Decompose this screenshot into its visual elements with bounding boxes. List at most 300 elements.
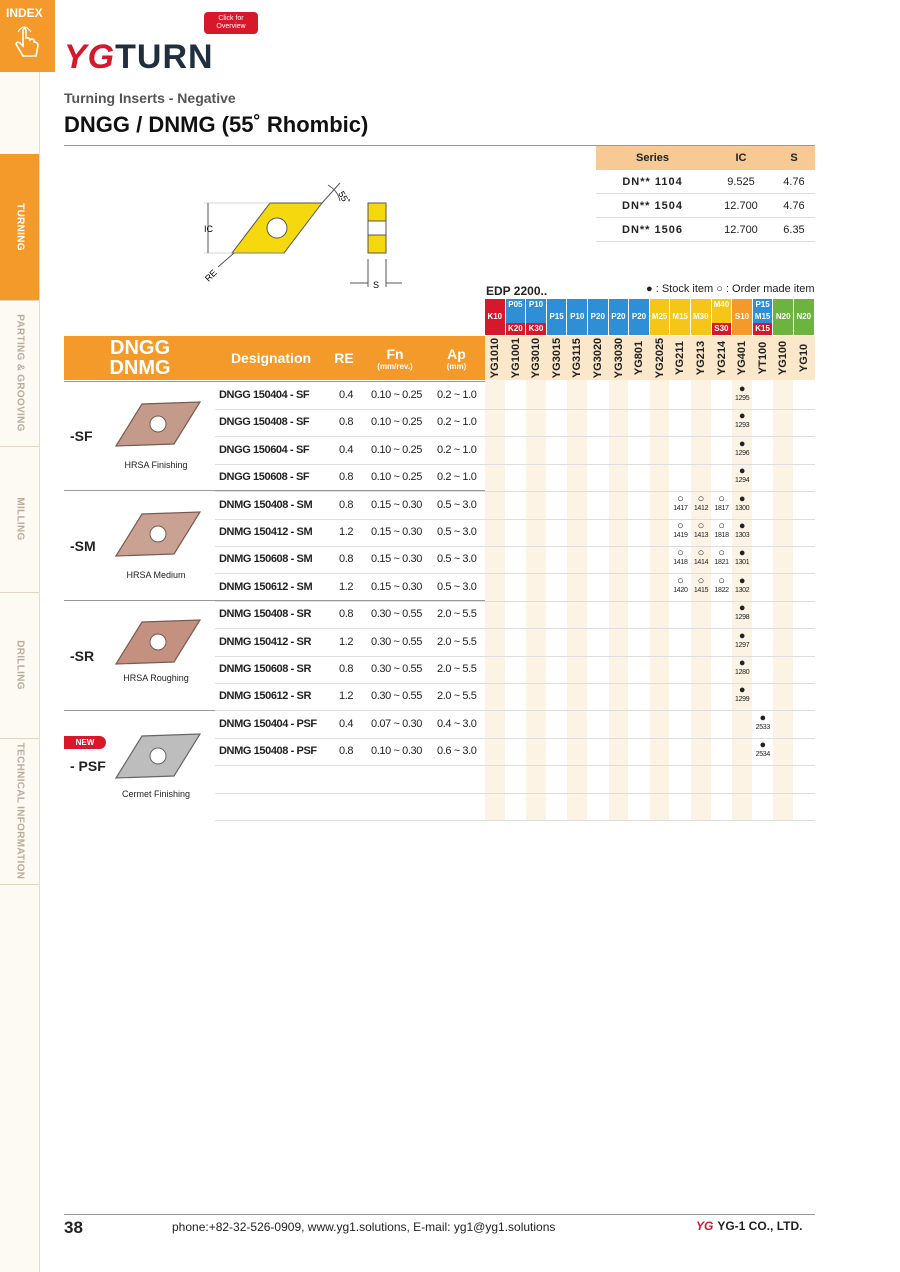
iso-grade-cell: P15 — [753, 299, 773, 311]
ic-cell: 12.700 — [709, 218, 773, 242]
fn-cell: 0.15 ~ 0.30 — [371, 553, 422, 566]
iso-grade-cell — [712, 311, 732, 323]
stock-item-mark — [732, 631, 752, 650]
ap-cell: 0.6 ~ 3.0 — [437, 745, 477, 758]
index-button[interactable] — [0, 0, 55, 72]
mark-symbol: ○ — [697, 547, 705, 560]
iso-grade-cell: P20 — [609, 311, 629, 323]
iso-grade-cell: P20 — [588, 311, 608, 323]
tab-milling[interactable] — [0, 446, 39, 593]
designation-cell: DNMG 150408 - SM — [219, 498, 313, 511]
fn-cell: 0.10 ~ 0.25 — [371, 416, 422, 429]
mark-symbol: ● — [738, 465, 746, 478]
page-title: DNGG / DNMG (55˚ Rhombic) — [64, 112, 369, 137]
order-item-mark — [712, 548, 732, 567]
iso-grade-cell: S30 — [712, 323, 732, 335]
order-item-mark — [712, 521, 732, 540]
ap-cell: 0.5 ~ 3.0 — [437, 526, 477, 538]
tab-drilling[interactable] — [0, 592, 39, 739]
edp-number: 2533 — [755, 723, 770, 731]
mark-symbol: ● — [738, 602, 746, 615]
ap-cell: 0.2 ~ 1.0 — [437, 443, 477, 456]
group-label-sf: HRSA Finishing — [124, 460, 188, 470]
mark-symbol: ● — [738, 492, 746, 505]
table-row — [596, 194, 815, 218]
tab-milling-label: MILLING — [14, 497, 25, 541]
designation-header: Designation — [230, 350, 312, 366]
iso-grade-cell — [794, 323, 814, 335]
edp-number: 1297 — [735, 641, 750, 649]
overview-button[interactable] — [204, 12, 258, 34]
grade-name — [547, 336, 567, 380]
fn-cell: 0.10 ~ 0.25 — [371, 389, 422, 401]
series-header: Series — [596, 146, 709, 170]
iso-grade-cell — [547, 323, 567, 335]
grade-name-label: YT100 — [756, 341, 769, 375]
designation-cell: DNMG 150608 - SM — [219, 553, 313, 566]
re-cell: 0.8 — [339, 608, 354, 621]
order-item-mark — [691, 548, 711, 567]
mark-symbol: ○ — [718, 520, 725, 532]
mark-symbol: ● — [759, 739, 767, 752]
order-item-mark — [691, 521, 711, 540]
ap-cell: 0.5 ~ 3.0 — [437, 498, 477, 511]
table-row[interactable] — [215, 656, 815, 684]
edp-number: 1418 — [673, 559, 688, 567]
edp-number: 1293 — [735, 422, 750, 430]
designation-cell: DNMG 150612 - SR — [219, 690, 312, 703]
designation-cell: DNMG 150612 - SM — [219, 580, 313, 593]
iso-grade-cell — [629, 323, 649, 335]
footer-divider — [64, 1214, 815, 1215]
s-header: S — [773, 146, 815, 170]
stock-item-mark — [732, 521, 752, 540]
edp-number: 1413 — [693, 532, 709, 539]
table-row[interactable] — [215, 601, 815, 629]
table-row[interactable] — [215, 464, 815, 492]
ic-label: IC — [204, 224, 213, 234]
tab-turning-label: TURNING — [14, 203, 25, 251]
grade-name-label: YG214 — [715, 340, 728, 376]
logo-turn: TURN — [115, 38, 214, 76]
iso-grade-cell: P15 — [547, 311, 567, 323]
s-cell: 4.76 — [773, 194, 815, 218]
click-label-1: Click for — [218, 15, 244, 22]
click-label-2: Overview — [216, 23, 246, 30]
ap-cell: 0.5 ~ 3.0 — [437, 553, 477, 566]
re-cell: 0.4 — [339, 389, 354, 401]
group-code-sr: -SR — [70, 648, 95, 664]
edp-number: 1299 — [735, 696, 750, 704]
ap-cell: 0.2 ~ 1.0 — [437, 389, 477, 401]
table-row[interactable] — [215, 683, 815, 711]
stock-item-mark — [753, 740, 773, 759]
sf-insert-image — [112, 398, 204, 450]
ic-cell: 9.525 — [709, 170, 773, 194]
iso-grade-cell — [547, 299, 567, 311]
mark-symbol: ● — [738, 383, 746, 395]
iso-grade-cell — [650, 323, 670, 335]
mark-symbol: ● — [759, 711, 767, 724]
order-item-mark — [712, 576, 732, 595]
table-row[interactable] — [215, 766, 815, 794]
tab-parting-grooving[interactable] — [0, 300, 39, 447]
ap-cell: 2.0 ~ 5.5 — [437, 608, 477, 621]
iso-grade-cell — [506, 311, 526, 323]
mark-symbol: ○ — [677, 520, 684, 532]
grade-name — [485, 336, 505, 380]
grade-name — [609, 336, 629, 380]
ap-unit: (mm) — [446, 361, 467, 371]
iso-grade-cell — [567, 299, 587, 311]
iso-grade-cell: N20 — [794, 311, 814, 323]
grade-name — [629, 336, 649, 380]
grade-name-label: YG3115 — [571, 338, 584, 378]
fn-cell: 0.30 ~ 0.55 — [371, 663, 422, 675]
fn-cell: 0.15 ~ 0.30 — [371, 580, 422, 593]
iso-grade-cell — [609, 323, 629, 335]
re-cell: 0.4 — [339, 443, 354, 456]
edp-number: 1294 — [735, 477, 750, 485]
re-cell: 0.8 — [339, 663, 354, 675]
re-label: RE — [202, 267, 219, 284]
grade-name-label: YG3020 — [592, 337, 604, 379]
grade-name-label: YG213 — [695, 340, 707, 376]
designation-cell: DNGG 150604 - SF — [219, 443, 310, 456]
psf-insert-image — [112, 730, 204, 782]
iso-grade-cell: K15 — [753, 323, 773, 335]
tab-drilling-label: DRILLING — [14, 640, 25, 690]
tab-turning[interactable] — [0, 154, 39, 301]
index-label: INDEX — [6, 6, 43, 20]
stock-item-mark — [732, 603, 752, 622]
edp-number: 1817 — [714, 504, 729, 512]
type-dnmg: DNMG — [109, 357, 171, 379]
legend — [646, 283, 815, 295]
iso-grade-cell: P10 — [567, 311, 587, 323]
page-subtitle: Turning Inserts - Negative — [64, 90, 236, 106]
stock-item-mark — [732, 439, 752, 458]
grade-name-label: YG3010 — [530, 337, 543, 379]
re-cell: 0.8 — [339, 471, 354, 484]
stock-item-mark — [753, 713, 773, 732]
tab-parting-label: PARTING & GROOVING — [14, 314, 25, 432]
ap-cell: 2.0 ~ 5.5 — [437, 635, 477, 648]
grade-name-label: YG10 — [798, 343, 810, 373]
mark-symbol: ● — [738, 410, 746, 423]
mark-symbol: ● — [738, 437, 746, 450]
fn-cell: 0.15 ~ 0.30 — [371, 526, 422, 538]
iso-grade-cell — [773, 323, 793, 335]
grade-name — [526, 336, 546, 380]
stock-item-mark — [732, 685, 752, 704]
iso-grade-cell — [691, 299, 711, 311]
mark-symbol: ● — [738, 629, 746, 642]
hand-pointer-icon — [12, 24, 42, 64]
mark-symbol: ○ — [697, 520, 705, 532]
iso-grade-cell: S10 — [732, 311, 752, 323]
fn-cell: 0.10 ~ 0.25 — [371, 471, 422, 484]
ap-label: Ap — [447, 345, 466, 362]
yg-turn-logo — [64, 38, 214, 77]
designation-cell: DNMG 150412 - SM — [219, 526, 313, 538]
order-item-mark — [670, 548, 690, 567]
re-cell: 0.8 — [339, 553, 354, 566]
re-cell: 1.2 — [339, 690, 354, 703]
edp-number: 1420 — [673, 586, 688, 594]
grade-name — [567, 336, 587, 380]
fn-unit: (mm/rev.) — [377, 361, 413, 371]
mark-symbol: ○ — [718, 492, 725, 505]
fn-cell: 0.15 ~ 0.30 — [371, 498, 422, 511]
product-table-header — [64, 336, 485, 380]
fn-cell: 0.30 ~ 0.55 — [371, 635, 422, 648]
fn-cell: 0.07 ~ 0.30 — [371, 717, 422, 730]
mark-symbol: ● — [738, 684, 746, 697]
ic-cell: 12.700 — [709, 194, 773, 218]
fn-cell: 0.10 ~ 0.30 — [371, 745, 422, 758]
designation-cell: DNMG 150408 - SR — [219, 608, 312, 621]
table-row[interactable] — [215, 793, 815, 821]
edp-number: 1295 — [735, 395, 750, 402]
s-cell: 6.35 — [773, 218, 815, 242]
order-item-mark — [670, 494, 690, 513]
iso-grade-cell — [485, 299, 505, 311]
mark-symbol: ● — [738, 547, 746, 560]
ap-cell: 2.0 ~ 5.5 — [437, 690, 477, 703]
angle-label: 55˚ — [336, 189, 352, 206]
table-row[interactable] — [215, 409, 815, 437]
iso-grade-cell: K10 — [485, 311, 505, 323]
re-cell: 0.4 — [339, 717, 354, 730]
ap-cell: 0.5 ~ 3.0 — [437, 580, 477, 593]
grade-name — [506, 336, 526, 380]
sr-insert-image — [112, 616, 204, 668]
grade-name-label: YG3030 — [612, 337, 625, 379]
designation-cell: DNMG 150608 - SR — [219, 663, 312, 675]
legend-order: ○ : Order made item — [716, 283, 815, 295]
iso-grade-cell — [670, 323, 690, 335]
fn-label: Fn — [386, 345, 404, 362]
tab-technical-information[interactable] — [0, 738, 39, 885]
iso-grade-cell: K30 — [526, 323, 546, 335]
fn-header — [362, 336, 428, 380]
insert-diagram — [190, 175, 420, 295]
stock-item-mark — [732, 548, 752, 567]
grade-name — [753, 336, 773, 380]
iso-grade-cell — [670, 299, 690, 311]
iso-grade-cell — [526, 311, 546, 323]
grade-name — [691, 336, 711, 380]
re-cell: 1.2 — [339, 526, 354, 538]
type-dngg: DNGG — [110, 337, 170, 359]
edp-number: 1419 — [673, 532, 688, 539]
group-code-sm: -SM — [70, 538, 96, 554]
edp-number: 1302 — [735, 586, 750, 594]
edp-number: 1280 — [735, 669, 750, 676]
edp-number: 1414 — [693, 559, 709, 567]
order-item-mark — [670, 521, 690, 540]
grade-name — [732, 336, 752, 380]
group-label-sm: HRSA Medium — [126, 570, 186, 580]
grade-name-label: YG401 — [736, 340, 749, 376]
designation-cell: DNGG 150608 - SF — [219, 471, 310, 484]
designation-cell: DNMG 150404 - PSF — [219, 717, 317, 730]
iso-grade-cell — [629, 299, 649, 311]
mark-symbol: ● — [738, 657, 746, 669]
series-cell: DN** 1104 — [596, 170, 709, 194]
table-row[interactable] — [215, 382, 815, 410]
iso-grade-cell — [732, 299, 752, 311]
iso-grade-cell: P10 — [526, 299, 546, 311]
iso-grade-cell: K20 — [506, 323, 526, 335]
re-cell: 0.8 — [339, 498, 354, 511]
company-logo: YG — [696, 1219, 714, 1233]
iso-grade-cell — [691, 323, 711, 335]
edp-prefix: EDP 2200.. — [486, 284, 548, 298]
re-cell: 0.8 — [339, 416, 354, 429]
stock-item-mark — [732, 658, 752, 677]
iso-grade-cell: N20 — [773, 311, 793, 323]
contact-info: phone:+82-32-526-0909, www.yg1.solutions, E-mail: yg1@yg1.solutions — [172, 1220, 556, 1234]
group-code-psf: - PSF — [70, 758, 106, 774]
iso-grade-cell: P05 — [506, 299, 526, 311]
iso-grade-cell — [485, 323, 505, 335]
ic-header: IC — [709, 146, 773, 170]
mark-symbol: ○ — [677, 547, 684, 560]
edp-number: 1301 — [735, 559, 750, 567]
order-item-mark — [691, 494, 711, 513]
edp-number: 1822 — [714, 586, 729, 594]
new-badge: NEW — [64, 736, 106, 749]
tab-technical-label: TECHNICAL INFORMATION — [14, 742, 25, 880]
iso-grade-cell — [588, 323, 608, 335]
re-cell: 0.8 — [339, 745, 354, 758]
stock-item-mark — [732, 411, 752, 430]
ap-cell: 2.0 ~ 5.5 — [437, 663, 477, 675]
edp-number: 1818 — [714, 532, 729, 539]
table-row — [596, 218, 815, 242]
re-cell: 1.2 — [339, 580, 354, 593]
grade-name — [650, 336, 670, 380]
iso-grade-cell: M15 — [670, 311, 690, 323]
order-item-mark — [670, 576, 690, 595]
group-label-psf: Cermet Finishing — [121, 789, 191, 799]
series-cell: DN** 1506 — [596, 218, 709, 242]
fn-cell: 0.10 ~ 0.25 — [371, 443, 422, 456]
iso-grade-cell: M25 — [650, 311, 670, 323]
company-label: YG-1 CO., LTD. — [717, 1219, 803, 1233]
sidebar — [0, 0, 40, 1272]
grade-name — [712, 336, 732, 380]
iso-grade-cell: M15 — [753, 311, 773, 323]
order-item-mark — [691, 576, 711, 595]
mark-symbol: ● — [738, 574, 746, 587]
edp-number: 1417 — [673, 504, 688, 512]
logo-yg: YG — [64, 38, 116, 76]
re-cell: 1.2 — [339, 635, 354, 648]
order-item-mark — [712, 494, 732, 513]
iso-grade-cell: M30 — [691, 311, 711, 323]
table-row[interactable] — [215, 738, 815, 766]
iso-grade-cell — [588, 299, 608, 311]
re-header: RE — [334, 350, 354, 366]
stock-item-mark — [732, 576, 752, 595]
edp-number: 1300 — [735, 504, 750, 512]
stock-item-mark — [732, 466, 752, 485]
mark-symbol: ○ — [718, 547, 725, 560]
stock-item-mark — [732, 494, 752, 513]
mark-symbol: ● — [738, 520, 746, 532]
edp-number: 1296 — [735, 449, 750, 457]
iso-grade-cell: P20 — [629, 311, 649, 323]
grade-name — [773, 336, 793, 380]
grade-name — [670, 336, 690, 380]
mark-symbol: ○ — [677, 574, 684, 587]
designation-cell: DNMG 150412 - SR — [219, 635, 312, 648]
fn-cell: 0.30 ~ 0.55 — [371, 608, 422, 621]
grade-name — [794, 336, 814, 380]
mark-symbol: ○ — [697, 492, 705, 505]
grade-name-label: YG1001 — [509, 337, 522, 379]
grade-name-label: YG3015 — [550, 337, 563, 379]
ap-header — [428, 336, 485, 380]
ap-cell: 0.2 ~ 1.0 — [437, 471, 477, 484]
iso-grade-cell — [773, 299, 793, 311]
grade-name-label: YG100 — [777, 340, 790, 376]
table-row[interactable] — [215, 711, 815, 739]
table-row — [596, 170, 815, 194]
company-name — [696, 1219, 802, 1233]
mark-symbol: ○ — [697, 574, 705, 587]
fn-cell: 0.30 ~ 0.55 — [371, 690, 422, 703]
mark-symbol: ○ — [677, 492, 684, 505]
series-table — [596, 146, 815, 242]
s-cell: 4.76 — [773, 170, 815, 194]
edp-number: 1821 — [714, 559, 729, 567]
designation-cell: DNGG 150404 - SF — [219, 389, 310, 401]
stock-item-mark — [732, 384, 752, 403]
ap-cell: 0.2 ~ 1.0 — [437, 416, 477, 429]
edp-number: 1412 — [693, 504, 709, 512]
group-code-sf: -SF — [70, 428, 93, 444]
grade-name — [588, 336, 608, 380]
ap-cell: 0.4 ~ 3.0 — [437, 717, 477, 730]
iso-grade-cell — [609, 299, 629, 311]
grade-name-label: YG2025 — [653, 337, 666, 379]
edp-number: 1298 — [735, 614, 750, 622]
table-row[interactable] — [215, 437, 815, 465]
iso-grade-cell — [650, 299, 670, 311]
s-label: S — [373, 280, 380, 290]
page-number: 38 — [64, 1218, 83, 1237]
series-cell: DN** 1504 — [596, 194, 709, 218]
iso-grade-cell: M40 — [712, 299, 732, 311]
edp-number: 2534 — [755, 751, 770, 759]
group-label-sr: HRSA Roughing — [123, 673, 189, 683]
grade-name-label: YG211 — [674, 341, 687, 375]
iso-grade-cell — [794, 299, 814, 311]
legend-stock: ● : Stock item — [646, 283, 714, 295]
table-row[interactable] — [215, 629, 815, 657]
grade-name-label: YG801 — [633, 340, 646, 376]
iso-grade-cell — [732, 323, 752, 335]
grade-name-label: YG1010 — [489, 337, 501, 379]
mark-symbol: ○ — [718, 574, 725, 587]
designation-cell: DNMG 150408 - PSF — [219, 745, 317, 758]
iso-grade-cell — [567, 323, 587, 335]
sm-insert-image — [112, 508, 204, 560]
